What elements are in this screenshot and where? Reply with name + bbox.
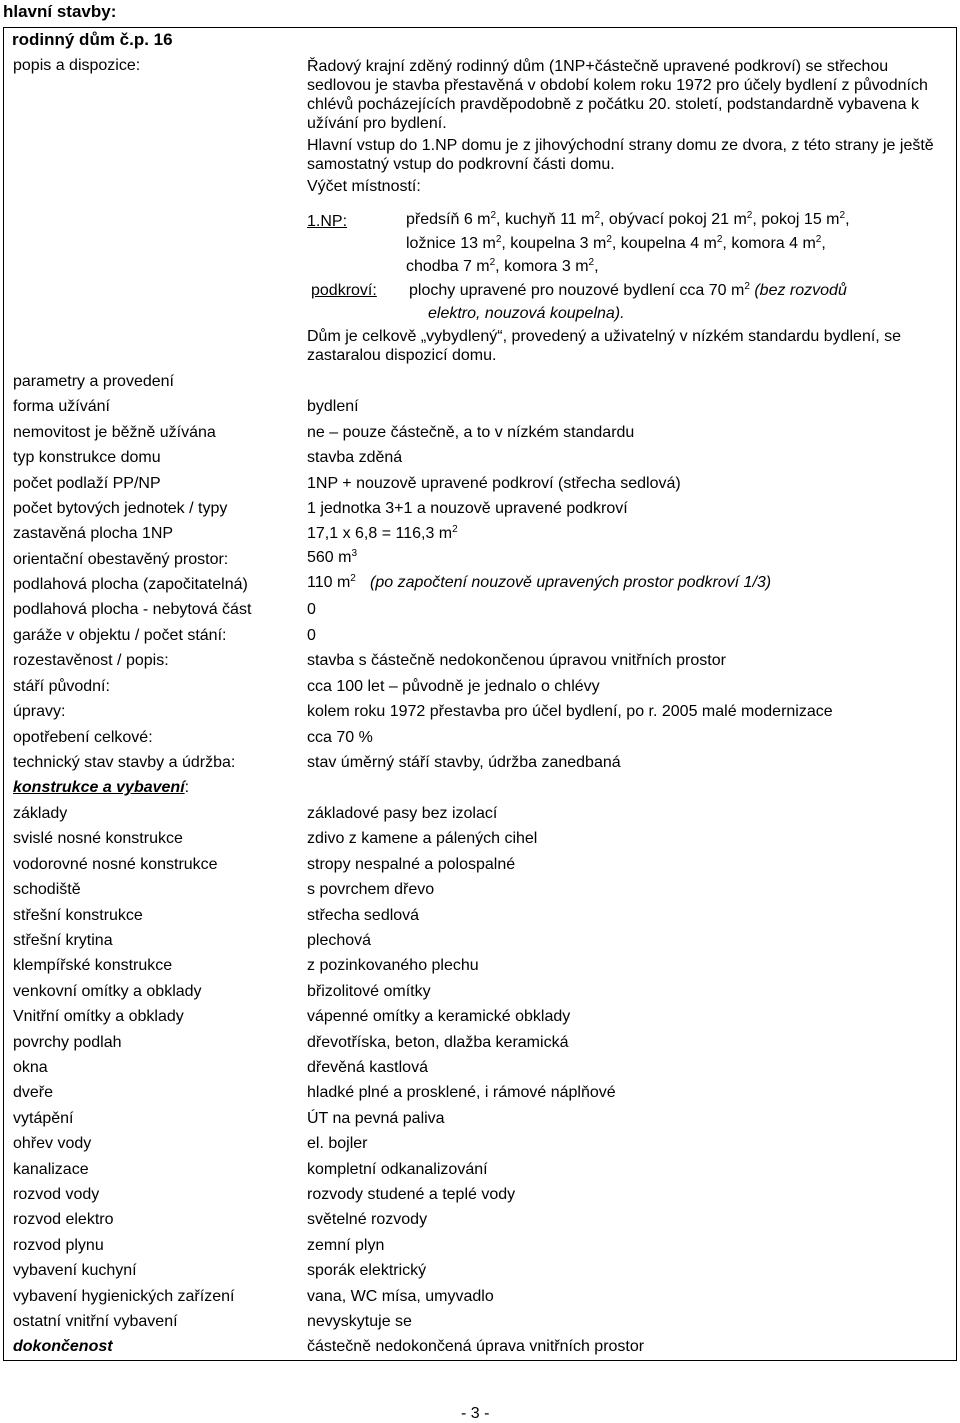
parameter-value: cca 100 let – původně je jednalo o chlévy [307, 678, 600, 695]
construction-value: el. bojler [307, 1135, 368, 1152]
construction-label: vybavení kuchyní [13, 1262, 137, 1279]
construction-label: schodiště [13, 881, 81, 898]
description-label: popis a dispozice: [13, 57, 141, 74]
construction-value: plechová [307, 932, 372, 949]
parameter-value: 0 [307, 627, 316, 644]
construction-label: střešní konstrukce [13, 907, 143, 924]
parameter-value: 110 $m^2$ [307, 573, 356, 591]
construction-value: břizolitové omítky [307, 983, 431, 1000]
parameter-value: cca 70 % [307, 729, 373, 746]
construction-value: vana, WC mísa, umyvadlo [307, 1288, 494, 1305]
building-title: rodinný dům č.p. 16 [12, 30, 173, 49]
section-heading: hlavní stavby: [3, 2, 117, 21]
construction-label: rozvod elektro [13, 1211, 114, 1228]
construction-value: zemní plyn [307, 1237, 385, 1254]
construction-label: okna [13, 1059, 48, 1076]
construction-label: rozvod vody [13, 1186, 100, 1203]
parameter-label: zastavěná plocha 1NP [13, 525, 174, 542]
description-text [307, 57, 952, 196]
parameter-label: typ konstrukce domu [13, 449, 161, 466]
attic-note-2: elektro, nouzová koupelna). [428, 305, 625, 322]
parameter-label: forma užívání [13, 398, 110, 415]
attic-area: plochy upravené pro nouzové bydlení cca 70 $m^2$ [409, 281, 750, 299]
parameter-value: 1 jednotka 3+1 a nouzově upravené podkroví [307, 500, 628, 517]
np-rooms-line-3: chodba 7 $m^2$, komora 3 $m^2$, [406, 257, 599, 275]
construction-value: světelné rozvody [307, 1211, 428, 1228]
construction-heading-colon: : [184, 779, 190, 796]
parameter-value: 1NP + nouzově upravené podkroví (střecha sedlová) [307, 475, 681, 492]
parameter-value: 0 [307, 601, 316, 618]
construction-heading [13, 779, 189, 797]
construction-label: povrchy podlah [13, 1034, 122, 1051]
parameter-label: podlahová plocha (započitatelná) [13, 576, 248, 593]
construction-label: základy [13, 805, 68, 822]
parameter-note: (po započtení nouzově upravených prostor podkroví 1/3) [370, 574, 772, 591]
description-para3: Dům je celkově „vybydlený“, provedený a uživatelný v nízkém standardu bydlení, se zastaralou dispozicí domu. [307, 328, 902, 364]
parameter-label: podlahová plocha - nebytová část [13, 601, 252, 618]
parameter-label: počet podlaží PP/NP [13, 475, 161, 492]
construction-value: ÚT na pevná paliva [307, 1110, 445, 1127]
parameter-label: technický stav stavby a údržba: [13, 754, 236, 771]
construction-value: základové pasy bez izolací [307, 805, 498, 822]
attic-text [409, 282, 847, 300]
construction-label: dveře [13, 1084, 54, 1101]
parameters-heading: parametry a provedení [13, 373, 174, 390]
parameter-label: opotřebení celkové: [13, 729, 153, 746]
construction-label: vodorovné nosné konstrukce [13, 856, 218, 873]
construction-heading-text: konstrukce a vybavení [13, 779, 185, 796]
description-para1: Řadový krajní zděný rodinný dům (1NP+částečně upravené podkroví) se střechou sedlovou je stavba přestavěná v období kolem roku 1972 pro účely bydlení z původních chlévů pocházejících pravděpodobně z počátku 20. století, podstandardně vybavena k užívání pro bydlení. [307, 58, 928, 132]
construction-label: Vnitřní omítky a obklady [13, 1008, 184, 1025]
parameter-label: stáří původní: [13, 678, 110, 695]
construction-value: vápenné omítky a keramické obklady [307, 1008, 571, 1025]
construction-label: klempířské konstrukce [13, 957, 173, 974]
parameter-label: rozestavěnost / popis: [13, 652, 169, 669]
construction-value: nevyskytuje se [307, 1313, 412, 1330]
np-label: 1.NP: [307, 213, 348, 230]
description-para2: Hlavní vstup do 1.NP domu je z jihovýchodní strany domu ze dvora, z této strany je ještě samostatný vstup do podkrovní části domu. [307, 137, 934, 173]
construction-value: sporák elektrický [307, 1262, 427, 1279]
construction-value: částečně nedokončená úprava vnitřních prostor [307, 1338, 645, 1355]
parameter-label: úpravy: [13, 703, 66, 720]
construction-value: zdivo z kamene a pálených cihel [307, 830, 538, 847]
construction-value: dřevěná kastlová [307, 1059, 428, 1076]
parameter-value: stavba s částečně nedokončenou úpravou vnitřních prostor [307, 652, 726, 669]
parameter-value: stavba zděná [307, 449, 403, 466]
construction-label: vytápění [13, 1110, 74, 1127]
construction-label: rozvod plynu [13, 1237, 104, 1254]
parameter-label: počet bytových jednotek / typy [13, 500, 228, 517]
page-number: - 3 - [461, 1405, 490, 1422]
construction-value: dřevotříska, beton, dlažba keramická [307, 1034, 569, 1051]
construction-value: rozvody studené a teplé vody [307, 1186, 516, 1203]
rooms-title: Výčet místností: [307, 178, 421, 195]
parameter-value: 560 $m^3$ [307, 548, 358, 566]
parameter-value: bydlení [307, 398, 359, 415]
construction-value: hladké plné a prosklené, i rámové náplňové [307, 1084, 616, 1101]
construction-value: kompletní odkanalizování [307, 1161, 488, 1178]
np-rooms-line-1: předsíň 6 $m^2$, kuchyň 11 $m^2$, obývací pokoj 21 $m^2$, pokoj 15 $m^2$, [406, 210, 850, 228]
construction-value: z pozinkovaného plechu [307, 957, 479, 974]
construction-label: ostatní vnitřní vybavení [13, 1313, 178, 1330]
parameter-label: orientační obestavěný prostor: [13, 551, 229, 568]
construction-value: s povrchem dřevo [307, 881, 435, 898]
np-rooms-line-2: ložnice 13 $m^2$, koupelna 3 $m^2$, koupelna 4 $m^2$, komora 4 $m^2$, [406, 234, 826, 252]
parameter-label: garáže v objektu / počet stání: [13, 627, 227, 644]
parameter-value: stav úměrný stáří stavby, údržba zanedbaná [307, 754, 621, 771]
construction-label: vybavení hygienických zařízení [13, 1288, 235, 1305]
construction-label: střešní krytina [13, 932, 113, 949]
attic-note-1: (bez rozvodů [754, 282, 847, 299]
construction-label: ohřev vody [13, 1135, 92, 1152]
parameter-value: ne – pouze částečně, a to v nízkém standardu [307, 424, 635, 441]
parameter-value: kolem roku 1972 přestavba pro účel bydlení, po r. 2005 malé modernizace [307, 703, 833, 720]
construction-value: stropy nespalné a polospalné [307, 856, 516, 873]
construction-label: dokončenost [13, 1338, 113, 1355]
attic-label: podkroví: [311, 282, 377, 299]
parameter-label: nemovitost je běžně užívána [13, 424, 216, 441]
construction-label: svislé nosné konstrukce [13, 830, 183, 847]
construction-label: venkovní omítky a obklady [13, 983, 202, 1000]
construction-label: kanalizace [13, 1161, 89, 1178]
construction-value: střecha sedlová [307, 907, 420, 924]
parameter-value: 17,1 x 6,8 = 116,3 $m^2$ [307, 524, 458, 542]
